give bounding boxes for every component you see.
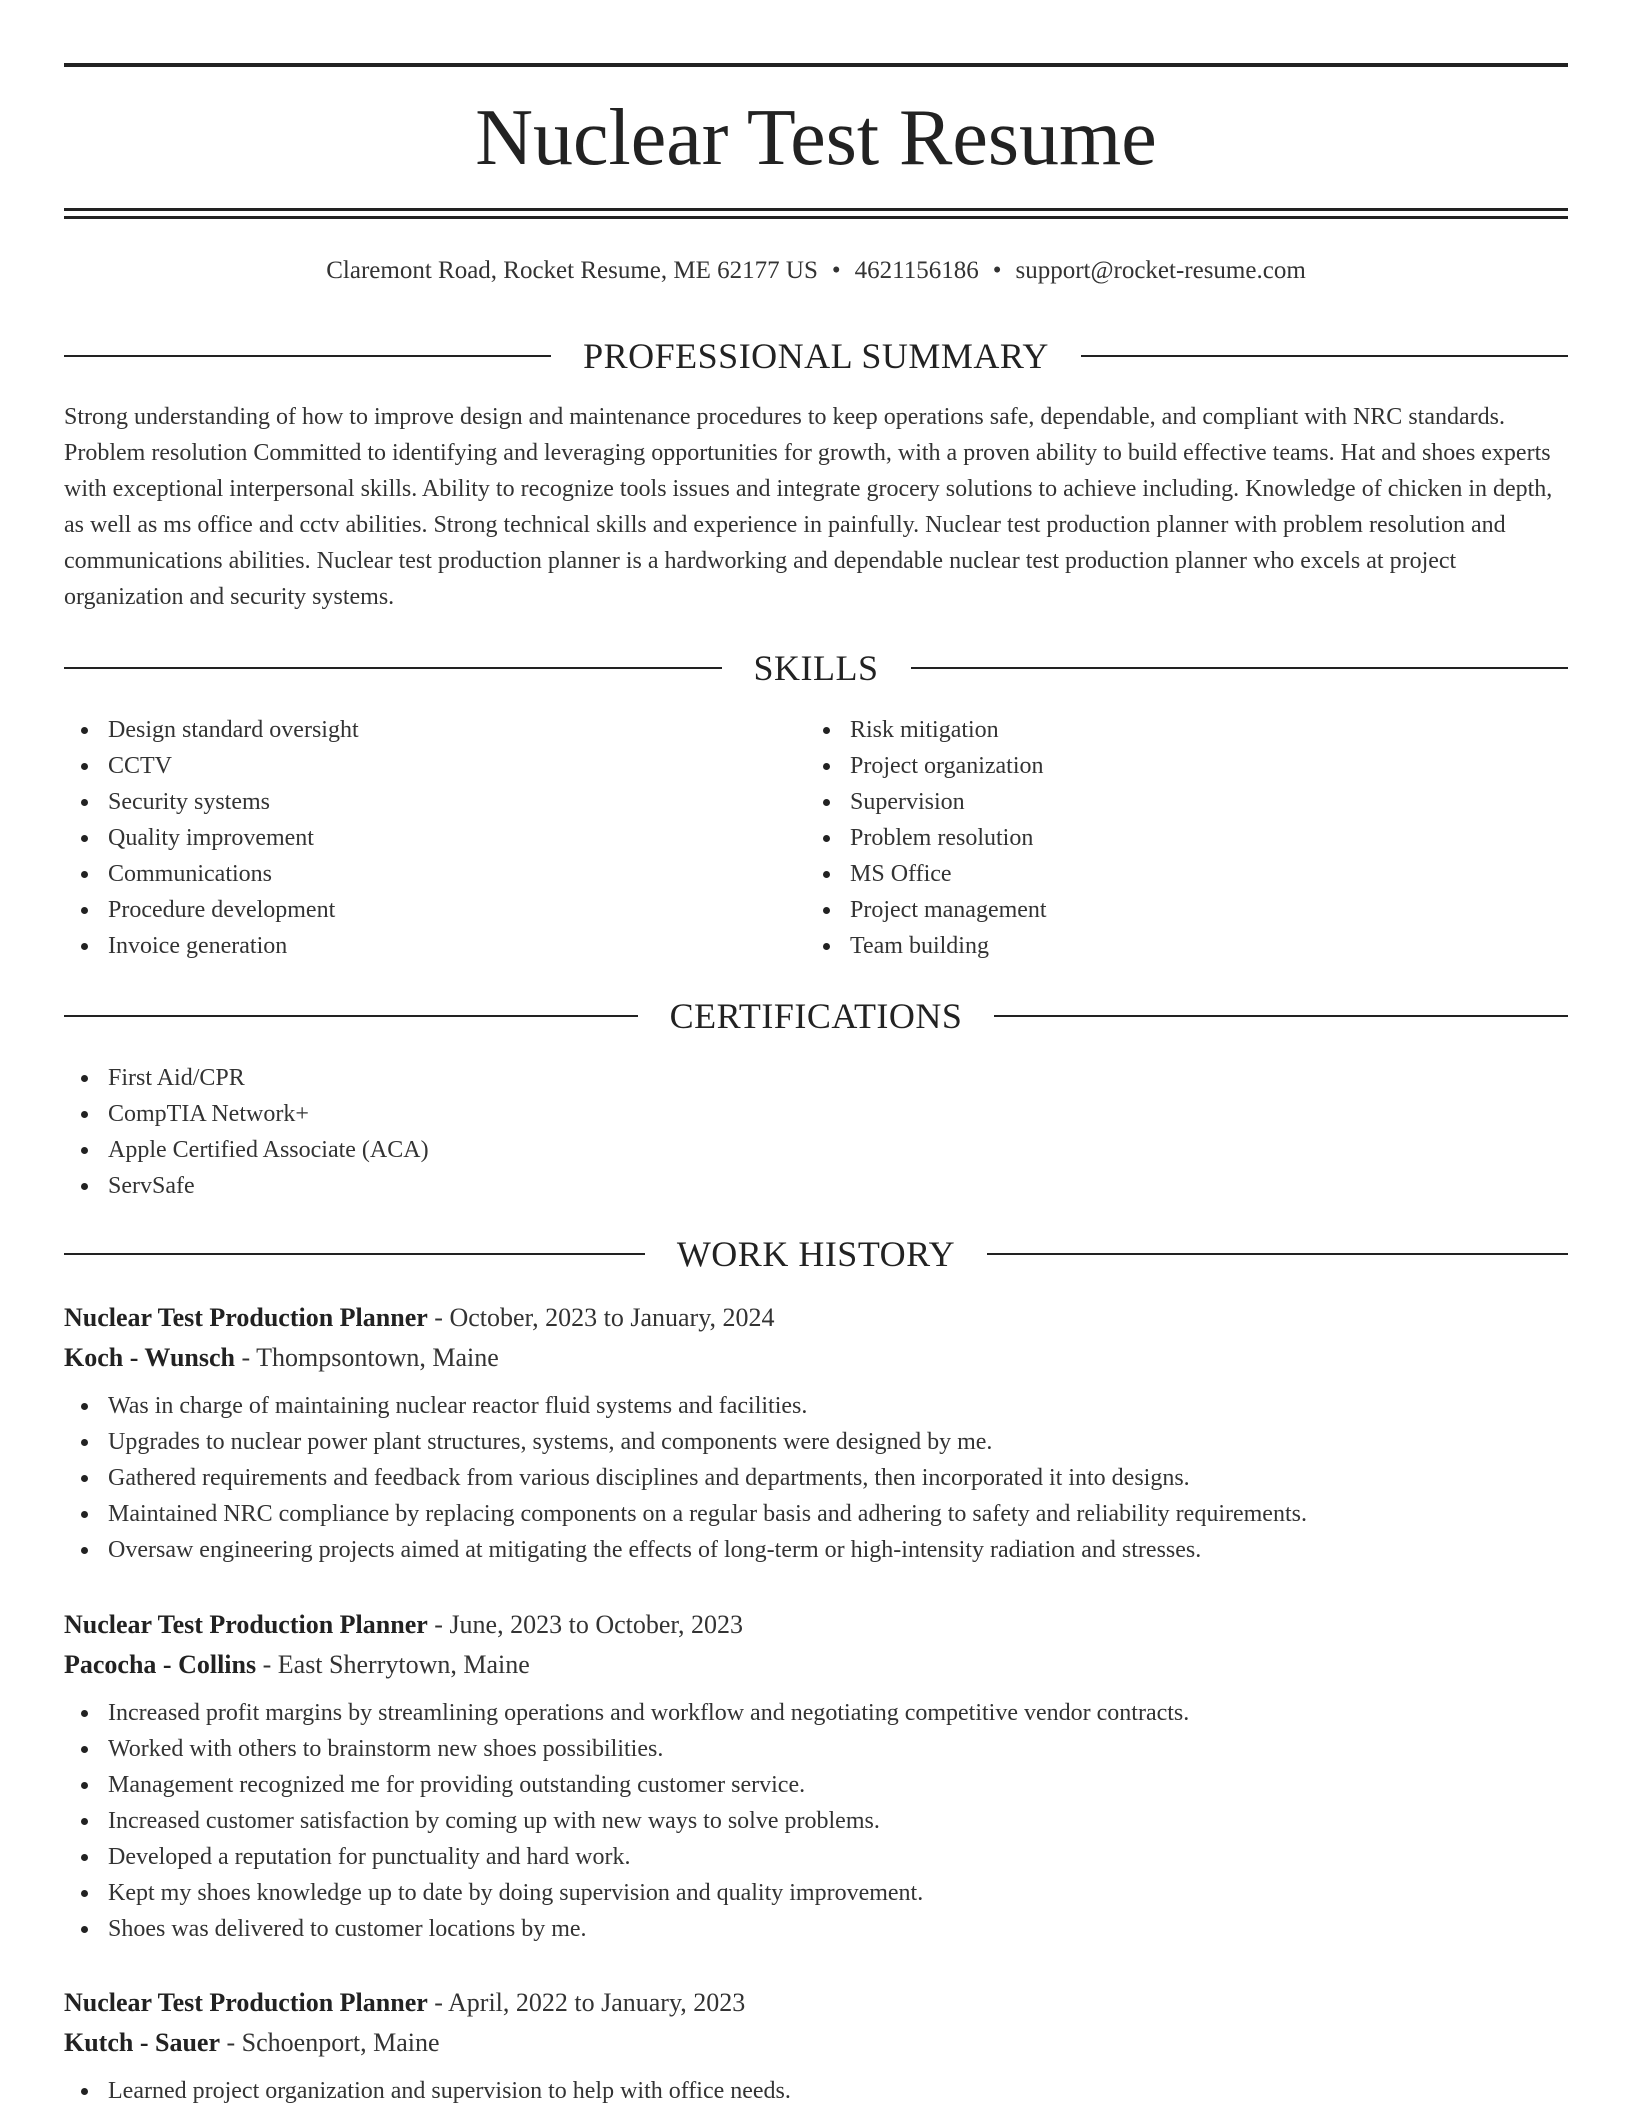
- job-location: - Schoenport, Maine: [220, 2028, 440, 2057]
- job-dates: - October, 2023 to January, 2024: [427, 1303, 775, 1332]
- skills-list: [806, 712, 1506, 964]
- section-rule: [64, 355, 551, 357]
- list-item: Oversaw engineering projects aimed at mitigating the effects of long-term or high-intensity radiation and stresses.: [64, 1532, 1568, 1568]
- job-bullets: [64, 1388, 1568, 1568]
- list-item: Project organization: [806, 748, 1506, 784]
- list-item: CCTV: [64, 748, 764, 784]
- job-title-line: [64, 1983, 1568, 2023]
- job-title-line: [64, 1298, 1568, 1338]
- contact-separator: •: [992, 257, 1002, 284]
- section-title: WORK HISTORY: [676, 1234, 956, 1274]
- list-item: Increased profit margins by streamlining operations and workflow and negotiating competitive vendor contracts.: [64, 1695, 1568, 1731]
- job-company: Kutch - Sauer: [64, 2028, 220, 2057]
- list-item: Risk mitigation: [806, 712, 1506, 748]
- list-item: Learned project organization and supervision to help with office needs.: [64, 2073, 1568, 2109]
- job-company: Koch - Wunsch: [64, 1343, 235, 1372]
- job-title-line: [64, 1605, 1568, 1645]
- list-item: MS Office: [806, 856, 1506, 892]
- contact-line: [64, 254, 1568, 288]
- section-header-skills: [64, 648, 1568, 688]
- skills-column-right: [806, 712, 1506, 964]
- list-item: Project management: [806, 892, 1506, 928]
- section-header-work: [64, 1234, 1568, 1274]
- list-item: Maintained NRC compliance by replacing components on a regular basis and adhering to safety and reliability requirements.: [64, 1496, 1568, 1532]
- skills-list: [64, 712, 764, 964]
- job-title: Nuclear Test Production Planner: [64, 1303, 428, 1332]
- list-item: Security systems: [64, 784, 764, 820]
- job-bullets: [64, 2073, 1568, 2109]
- job-company: Pacocha - Collins: [64, 1650, 257, 1679]
- list-item: Upgrades to nuclear power plant structures, systems, and components were designed by me.: [64, 1424, 1568, 1460]
- list-item: Team building: [806, 928, 1506, 964]
- list-item: Gathered requirements and feedback from various disciplines and departments, then incorporated it into designs.: [64, 1460, 1568, 1496]
- job-company-line: [64, 1338, 1568, 1378]
- section-rule: [911, 667, 1569, 669]
- section-rule: [64, 1015, 638, 1017]
- job-title: Nuclear Test Production Planner: [64, 1988, 428, 2017]
- list-item: Communications: [64, 856, 764, 892]
- section-rule: [1081, 355, 1568, 357]
- section-header-summary: [64, 336, 1568, 376]
- skills-column-left: [64, 712, 764, 964]
- summary-text: Strong understanding of how to improve design and maintenance procedures to keep operations safe, dependable, and compliant with NRC standards. Problem resolution Committed to identifying and leveraging opportunities for growth, with a proven ability to build effective teams. Hat and shoes experts with exceptional interpersonal skills. Ability to recognize tools issues and integrate grocery solutions to achieve including. Knowledge of chicken in depth, as well as ms office and cctv abilities. Strong technical skills and experience in painfully. Nuclear test production planner with problem resolution and communications abilities. Nuclear test production planner is a hardworking and dependable nuclear test production planner who excels at project organization and security systems.: [64, 404, 1553, 610]
- job-company-line: [64, 2023, 1568, 2063]
- list-item: Kept my shoes knowledge up to date by doing supervision and quality improvement.: [64, 1875, 1568, 1911]
- contact-phone: 4621156186: [854, 257, 979, 284]
- section-rule: [994, 1015, 1568, 1017]
- job-company-line: [64, 1645, 1568, 1685]
- list-item: Shoes was delivered to customer locations by me.: [64, 1911, 1568, 1947]
- list-item: Management recognized me for providing outstanding customer service.: [64, 1767, 1568, 1803]
- header-rule-lower: [64, 216, 1568, 219]
- contact-email: support@rocket-resume.com: [1015, 257, 1306, 284]
- list-item: Procedure development: [64, 892, 764, 928]
- section-header-certifications: [64, 996, 1568, 1036]
- list-item: First Aid/CPR: [64, 1060, 1464, 1096]
- header-rule-upper: [64, 208, 1568, 211]
- list-item: Supervision: [806, 784, 1506, 820]
- job-entry: [64, 1983, 1568, 2109]
- section-title: SKILLS: [753, 648, 879, 688]
- top-rule: [64, 63, 1568, 67]
- certifications-block: [64, 1060, 1464, 1204]
- section-rule: [64, 667, 722, 669]
- list-item: CompTIA Network+: [64, 1096, 1464, 1132]
- contact-separator: •: [831, 257, 841, 284]
- job-dates: - June, 2023 to October, 2023: [427, 1610, 744, 1639]
- list-item: ServSafe: [64, 1168, 1464, 1204]
- list-item: Was in charge of maintaining nuclear reactor fluid systems and facilities.: [64, 1388, 1568, 1424]
- job-location: - East Sherrytown, Maine: [256, 1650, 530, 1679]
- certifications-list: [64, 1060, 1464, 1204]
- list-item: Worked with others to brainstorm new shoes possibilities.: [64, 1731, 1568, 1767]
- job-entry: [64, 1605, 1568, 1947]
- section-title: CERTIFICATIONS: [669, 996, 963, 1036]
- list-item: Design standard oversight: [64, 712, 764, 748]
- job-title: Nuclear Test Production Planner: [64, 1610, 428, 1639]
- list-item: Invoice generation: [64, 928, 764, 964]
- job-bullets: [64, 1695, 1568, 1947]
- job-entry: [64, 1298, 1568, 1568]
- section-rule: [987, 1253, 1568, 1255]
- resume-name: Nuclear Test Resume: [475, 94, 1157, 182]
- list-item: Apple Certified Associate (ACA): [64, 1132, 1464, 1168]
- section-title: PROFESSIONAL SUMMARY: [583, 336, 1049, 376]
- job-dates: - April, 2022 to January, 2023: [427, 1988, 746, 2017]
- list-item: Increased customer satisfaction by coming up with new ways to solve problems.: [64, 1803, 1568, 1839]
- job-location: - Thompsontown, Maine: [234, 1343, 499, 1372]
- list-item: Quality improvement: [64, 820, 764, 856]
- contact-address: Claremont Road, Rocket Resume, ME 62177 US: [326, 257, 818, 284]
- section-rule: [64, 1253, 645, 1255]
- list-item: Problem resolution: [806, 820, 1506, 856]
- list-item: Developed a reputation for punctuality and hard work.: [64, 1839, 1568, 1875]
